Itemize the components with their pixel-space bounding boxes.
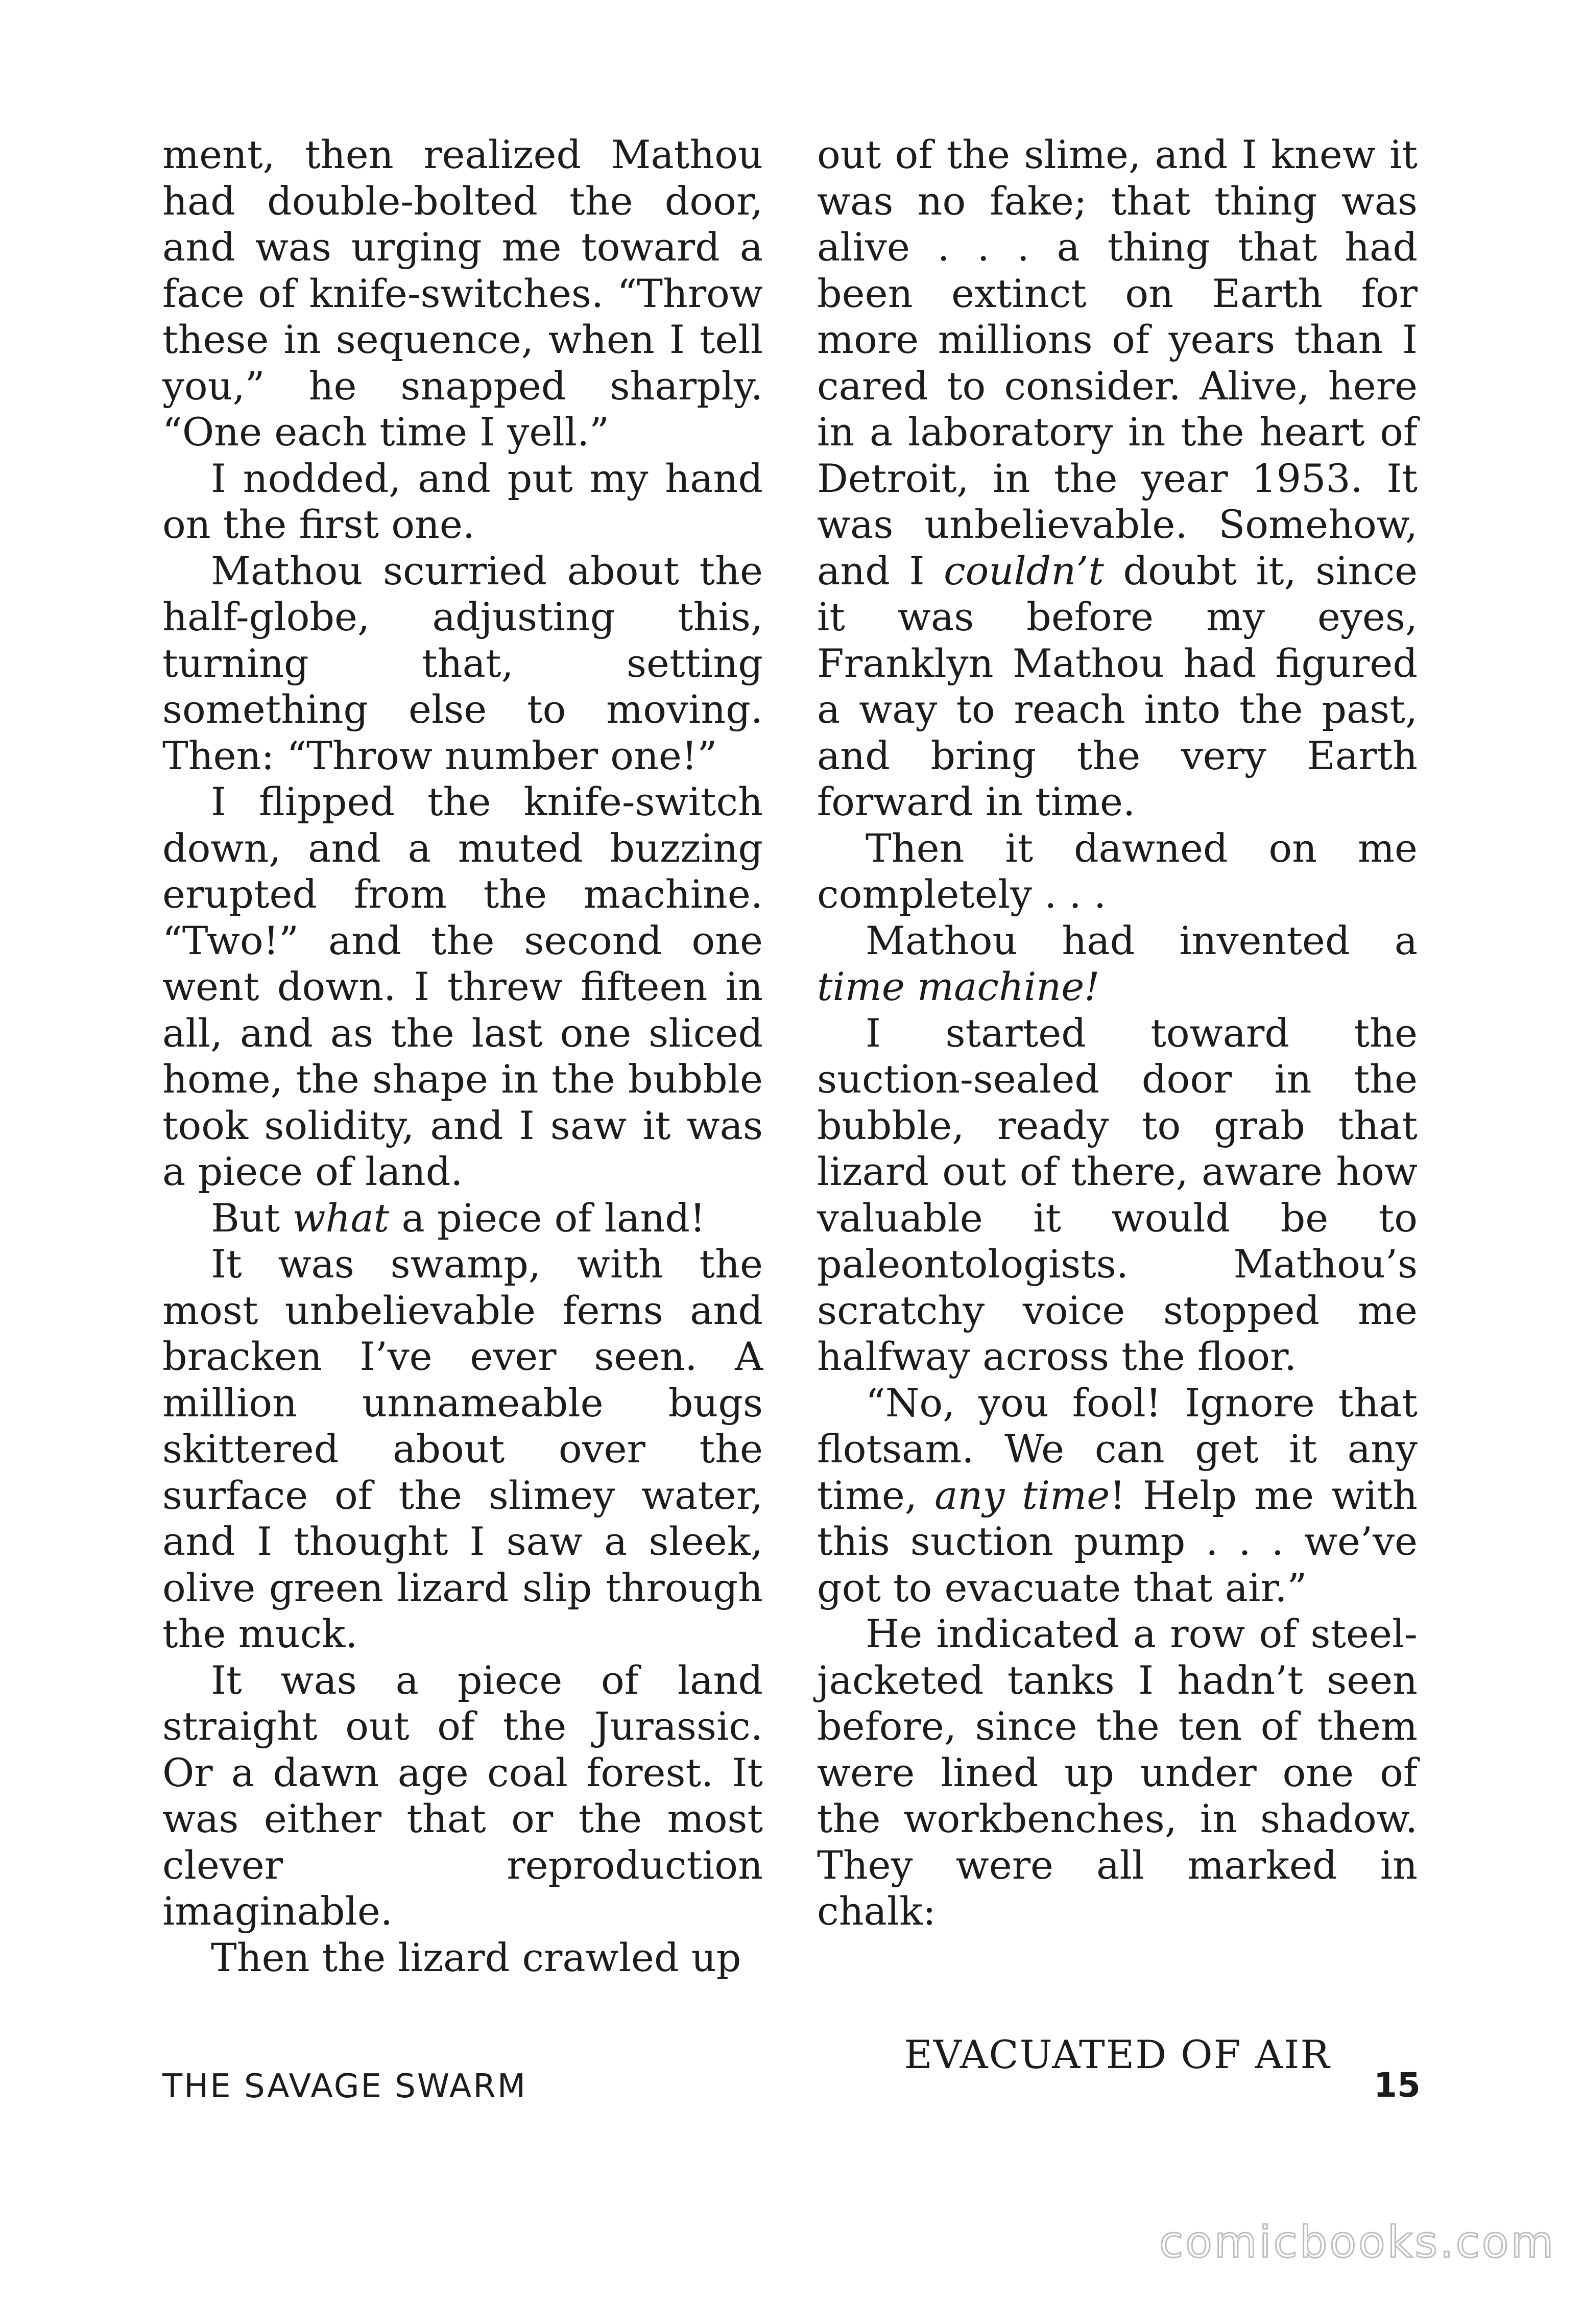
emphasis: any time [934, 1472, 1110, 1518]
paragraph: He indicated a row of steel-jacketed tanks I hadn’t seen before, since the ten of them were lined up under one of the workbenches, in shadow. They were all marked in chalk: [817, 1611, 1418, 1934]
paragraph: I nodded, and put my hand on the first one. [162, 455, 763, 547]
paragraph: ment, then realized Mathou had double-bolted the door, and was urging me toward a face of knife-switches. “Throw these in sequence, when I tell you,” he snapped sharply. “One each time I yell.” [162, 132, 763, 455]
paragraph: I flipped the knife-switch down, and a muted buzzing erupted from the machine. “Two!” and the second one went down. I threw fifteen in all, and as the last one sliced home, the shape in the bubble took solidity, and I saw it was a piece of land. [162, 779, 763, 1194]
emphasis: time machine! [817, 964, 1100, 1009]
site-watermark: comicbooks.com [1159, 2217, 1556, 2268]
paragraph: Then it dawned on me completely . . . [817, 825, 1418, 917]
page-number: 15 [1374, 2066, 1421, 2105]
paragraph: It was swamp, with the most unbelievable ferns and bracken I’ve ever seen. A million unnameable bugs skittered about over the surface of the slimey water, and I thought I saw a sleek, olive green lizard slip through the muck. [162, 1241, 763, 1656]
text-run: But [211, 1195, 293, 1241]
centered-heading: EVACUATED OF AIR [904, 2031, 1331, 2077]
paragraph: I started toward the suction-sealed door in the bubble, ready to grab that lizard out of there, aware how valuable it would be to paleontologists. Mathou’s scratchy voice stopped me halfway across the floor. [817, 1010, 1418, 1379]
paragraph [817, 1380, 1418, 1611]
emphasis: couldn’t [944, 548, 1104, 594]
emphasis: what [292, 1195, 390, 1241]
text-run: a piece of land! [389, 1195, 706, 1241]
running-footer-title: THE SAVAGE SWARM [162, 2068, 527, 2105]
left-column [162, 132, 763, 1981]
paragraph [162, 1195, 763, 1242]
paragraph: It was a piece of land straight out of the Jurassic. Or a dawn age coal forest. It was either that or the most clever reproduction imaginable. [162, 1657, 763, 1934]
paragraph: Then the lizard crawled up [211, 1934, 741, 1980]
paragraph [817, 132, 1418, 825]
text-run: doubt it, since it was before my eyes, Franklyn Mathou had figured a way to reach into the past, and bring the very Earth forward in time. [817, 548, 1418, 824]
paragraph [817, 918, 1418, 1010]
text-run: Mathou had invented a [866, 917, 1418, 963]
text-run: ! Help me with this suction pump . . . we’ve got to evacuate that air.” [817, 1472, 1418, 1610]
right-column [817, 132, 1418, 2078]
text-run: “No, you fool! Ignore that flotsam. We can get it any time, [817, 1380, 1418, 1518]
paragraph: Mathou scurried about the half-globe, adjusting this, turning that, setting something else to moving. Then: “Throw number one!” [162, 548, 763, 778]
text-run: out of the slime, and I knew it was no fake; that thing was alive . . . a thing that had been extinct on Earth for more millions of years than I cared to consider. Alive, here in a laboratory in the heart of Detroit, in the year 1953. It was unbelievable. Somehow, and I [817, 132, 1418, 594]
